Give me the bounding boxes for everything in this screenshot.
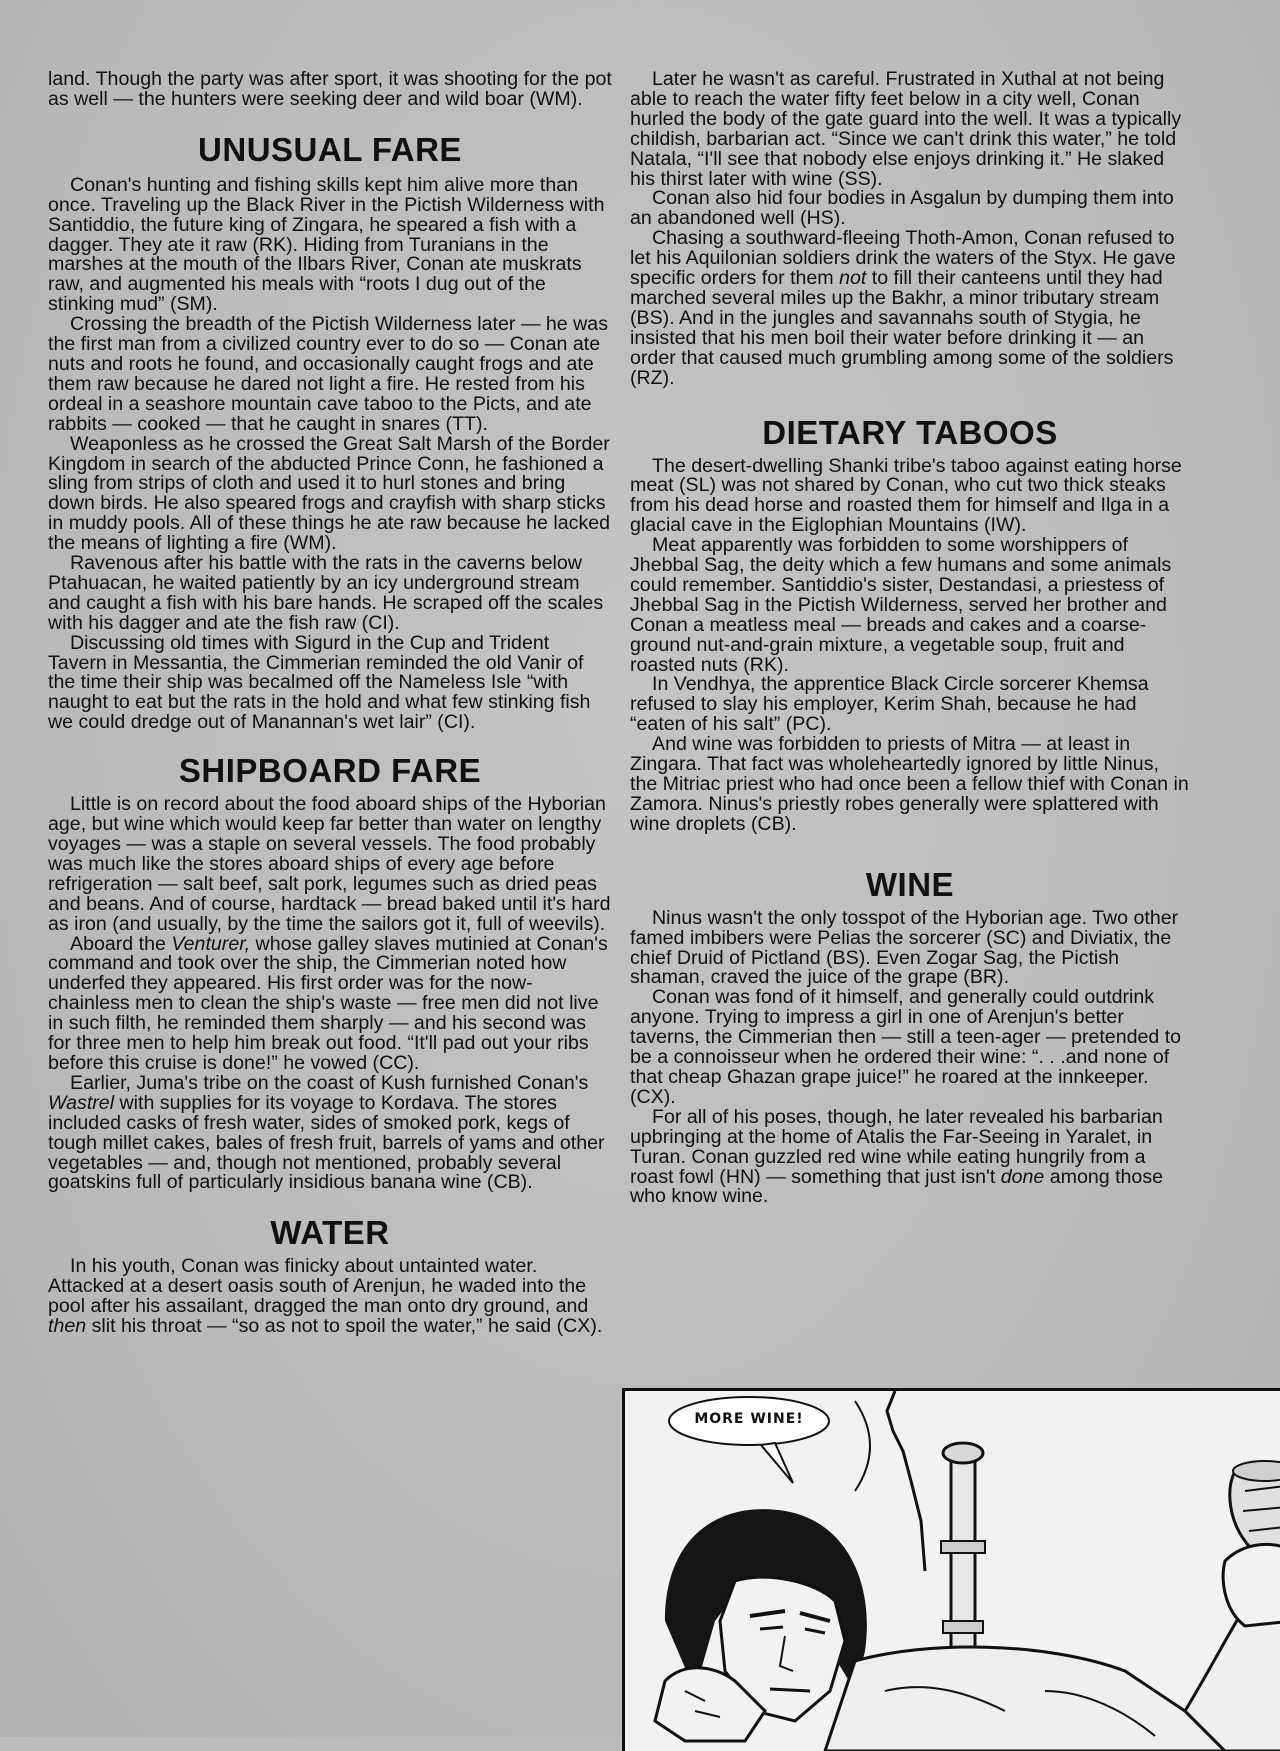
ship-name: Venturer, (171, 932, 251, 955)
hanging-rope (887, 1391, 925, 1571)
post-knob (943, 1443, 983, 1463)
paragraph (630, 229, 1190, 388)
heading-wine: WINE (865, 865, 955, 903)
speech-balloon-tail (761, 1443, 793, 1483)
paragraph: The desert-dwelling Shanki tribe's taboo against eating horse meat (SL) was not shared by Conan, who cut two thick steaks from his dead horse and roasted them for himself and Ilga in a glacial cave in the Eiglophian Mountains (IW). (630, 454, 1182, 537)
text-run: Chasing a southward-fleeing Thoth-Amon, Conan refused to let his Aquilonian soldiers drink the waters of the Styx. He gave specific orders for them (630, 227, 1176, 290)
text-run: Earlier, Juma's tribe on the coast of Kush furnished Conan's (70, 1071, 589, 1094)
text-run: among those who know wine. (630, 1165, 1164, 1208)
paragraph: Little is on record about the food aboard ships of the Hyborian age, but wine which would keep far better than water on lengthy voyages — was a staple on several vessels. The food probably was much like the stores aboard ships of every age before refrigeration — salt beef, salt pork, legumes such as dried peas and beans. And of course, hardtack — bread baked until it's hard as iron (and usually, by the time the sailors got it, full of weevils). (48, 793, 611, 935)
right-column (630, 70, 1190, 1207)
paragraph (48, 932, 612, 1074)
text-run: For all of his poses, though, he later revealed his barbarian upbringing at the home of Atalis the Far-Seeing in Yaralet, in Turan. Conan guzzled red wine while eating hungrily from a roast fowl (HN) — something that just isn't (630, 1105, 1163, 1188)
paragraph: Conan's hunting and fishing skills kept him alive more than once. Traveling up the Black River in the Pictish Wilderness with Santiddio, the future king of Zingara, he speared a fish with a dagger. They ate it raw (RK). Hiding from Turanians in the marshes at the mouth of the Ilbars River, Conan ate muskrats raw, and augmented his meals with “roots I dug out of the stinking mud” (SM). (48, 173, 605, 316)
text-run: Aboard the (70, 932, 172, 955)
paragraph: Conan also hid four bodies in Asgalun by dumping them into an abandoned well (HS). (630, 187, 1174, 230)
heading-dietary-taboos: DIETARY TABOOS (762, 413, 1058, 451)
conan-shoulder (825, 1647, 1225, 1751)
goblet-rim (1233, 1461, 1280, 1481)
paragraph (48, 1071, 612, 1194)
paragraph: Ninus wasn't the only tosspot of the Hyborian age. Two other famed imbibers were Pelias the sorcerer (SC) and Diviatix, the chief Druid of Pictland (BS). Even Zogar Sag, the Pictish shaman, craved the juice of the grape (BR). (630, 906, 1179, 989)
heading-unusual-fare: UNUSUAL FARE (198, 130, 462, 168)
background-line (855, 1401, 870, 1491)
heading-water: WATER (270, 1214, 390, 1252)
emphasis: done (1000, 1165, 1045, 1188)
speech-balloon-text: MORE WINE! (694, 1411, 804, 1427)
emphasis: not (839, 267, 867, 290)
text-run: In his youth, Conan was finicky about untainted water. Attacked at a desert oasis south of Arenjun, he waded into the pool after his assailant, dragged the man onto dry ground, and (48, 1255, 589, 1318)
ship-name: Wastrel (48, 1091, 115, 1114)
paragraph: Ravenous after his battle with the rats in the caverns below Ptahuacan, he waited patiently by an icy underground stream and caught a fish with his bare hands. He scraped off the scales with his dagger and ate the fish raw (CI). (48, 552, 604, 634)
text-run: with supplies for its voyage to Kordava. The stores included casks of fresh water, sides of smoked pork, kegs of tough millet cakes, bales of fresh fruit, barrels of yams and other vegetables — and, though not mentioned, probably several goatskins full of particularly insidious banana wine (CB). (48, 1091, 605, 1194)
left-column (48, 70, 612, 1337)
text-run: slit his throat — “so as not to spoil the water,” he said (CX). (86, 1315, 603, 1338)
emphasis: then (48, 1315, 87, 1338)
paragraph: Discussing old times with Sigurd in the Cup and Trident Tavern in Messantia, the Cimmerian reminded the old Vanir of the time their ship was becalmed off the Nameless Isle “with naught to eat but the rats in the hold and what few stinking fish we could dredge out of Manannan's wet lair” (CI). (48, 631, 591, 734)
paragraph: Conan was fond of it himself, and generally could outdrink anyone. Trying to impress a girl in one of Arenjun's better taverns, the Cimmerian then — still a teen-ager — pretended to be a connoisseur when he ordered their wine: “. . .and none of that cheap Ghazan grape juice!” he roared at the innkeeper. (CX). (630, 986, 1182, 1108)
conan-raised-hand (1223, 1544, 1280, 1626)
conan-mouth (770, 1689, 810, 1691)
post-ring (943, 1621, 983, 1633)
paragraph (48, 1257, 612, 1337)
paragraph: Later he wasn't as careful. Frustrated in Xuthal at not being able to reach the water fifty feet below in a city well, Conan hurled the body of the gate guard into the well. It was a typically childish, barbarian act. “Since we can't drink this water,” he told Natala, “I'll see that nobody else enjoys drinking it.” He slaked his thirst later with wine (SS). (630, 68, 1182, 190)
paragraph: land. Though the party was after sport, it was shooting for the pot as well — the hunters were seeking deer and wild boar (WM). (48, 68, 612, 110)
text-run: to fill their canteens until they had marched several miles up the Bakhr, a minor tributary stream (BS). And in the jungles and savannahs south of Stygia, he insisted that his men boil their water before drinking it — an order that caused much grumbling among some of the soldiers (RZ). (630, 267, 1174, 389)
post-ring (941, 1541, 985, 1553)
comic-illustration (625, 1391, 1280, 1751)
comic-panel (622, 1388, 1280, 1751)
text-run: whose galley slaves mutinied at Conan's command and took over the ship, the Cimmerian noted how underfed they appeared. His first order was for the now-chainless men to clean the ship's waste — free men did not live in such filth, he reminded them sharply — and his second was for three men to help him break out food. “It'll pad out your ribs before this cruise is done!” he vowed (CC). (48, 932, 608, 1074)
heading-shipboard-fare: SHIPBOARD FARE (178, 752, 482, 790)
paragraph: And wine was forbidden to priests of Mitra — at least in Zingara. That fact was wholeheartedly ignored by little Ninus, the Mitriac priest who had once been a fellow thief with Conan in Zamora. Ninus's priestly robes generally were splattered with wine droplets (CB). (630, 733, 1189, 835)
paragraph: Meat apparently was forbidden to some worshippers of Jhebbal Sag, the deity which a few humans and some animals could remember. Santiddio's sister, Destandasi, a priestess of Jhebbal Sag in the Pictish Wilderness, served her brother and Conan a meatless meal — breads and cakes and a coarse-ground nut-and-grain mixture, a vegetable soup, fruit and roasted nuts (RK). (630, 534, 1172, 676)
paragraph: In Vendhya, the apprentice Black Circle sorcerer Khemsa refused to slay his employer, Kerim Shah, because he had “eaten of his salt” (PC). (630, 673, 1149, 736)
paragraph: Weaponless as he crossed the Great Salt Marsh of the Border Kingdom in search of the abducted Prince Conn, he fashioned a sling from strips of cloth and used it to hurl stones and bring down birds. He also speared frogs and crayfish with sharp sticks in muddy pools. All of these things he ate raw because he lacked the means of lighting a fire (WM). (48, 432, 611, 555)
paragraph: Crossing the breadth of the Pictish Wilderness later — he was the first man from a civilized country ever to do so — Conan ate nuts and roots he found, and occasionally caught frogs and ate them raw because he dared not light a fire. He rested from his ordeal in a seashore mountain cave taboo to the Picts, and ate rabbits — cooked — that he caught in snares (TT). (48, 313, 608, 435)
paragraph (630, 1105, 1190, 1208)
